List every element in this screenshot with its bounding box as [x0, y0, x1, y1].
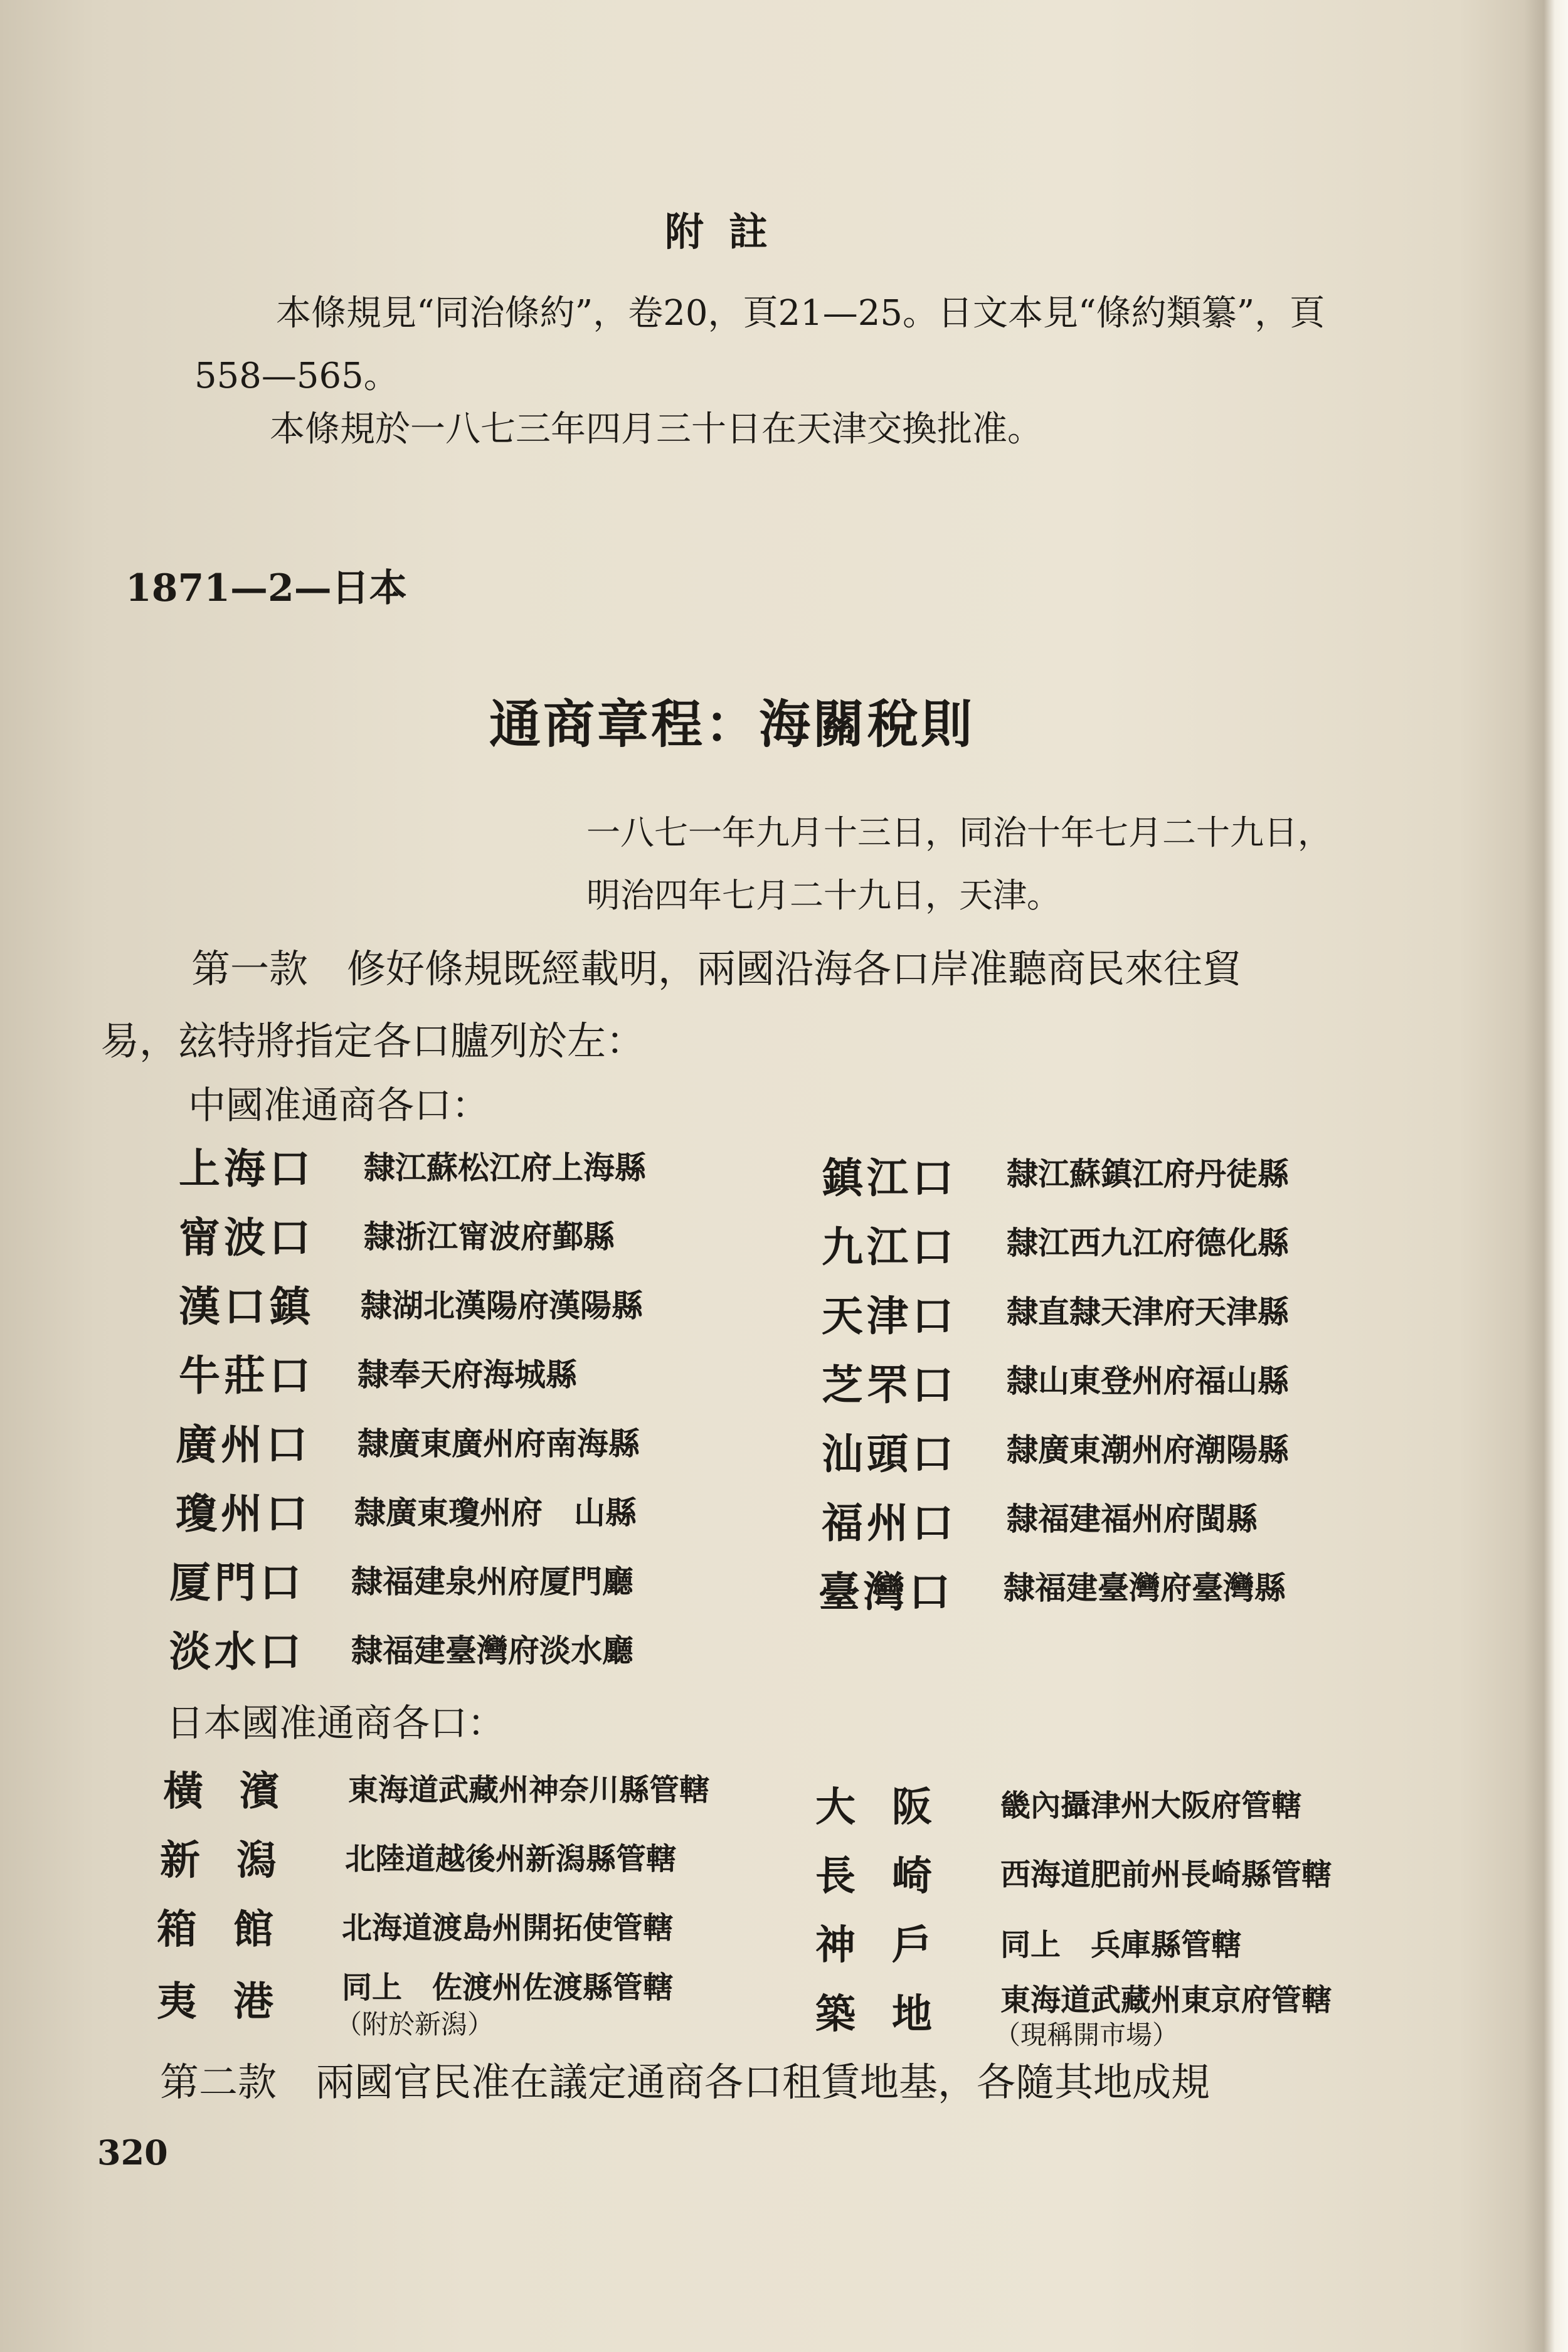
china-port-desc: 隸廣東廣州府南海縣	[358, 1425, 640, 1462]
japan-port-desc: 東海道武藏州神奈川縣管轄	[348, 1772, 710, 1808]
china-port-name: 鎮江口	[822, 1153, 957, 1202]
china-port-desc: 隸江蘇鎮江府丹徒縣	[1007, 1155, 1289, 1192]
page-number: 320	[97, 2132, 168, 2173]
note-heading: 附註	[665, 209, 793, 255]
article-1-line-2: 易，玆特將指定各口臚列於左：	[100, 1018, 645, 1064]
page-edge	[1524, 0, 1568, 2352]
japan-port-desc: 北海道渡島州開拓使管轄	[342, 1910, 674, 1946]
china-port-desc: 隸江蘇松江府上海縣	[364, 1149, 646, 1186]
china-port-name: 瓊州口	[176, 1489, 311, 1538]
note-line-1: 本條規見“同治條約”，卷20，頁21—25。日文本見“條約類纂”，頁	[276, 293, 1325, 334]
japan-port-name: 築地	[815, 1991, 968, 2038]
china-port-desc: 隸山東登州府福山縣	[1007, 1362, 1289, 1399]
china-port-name: 淡水口	[169, 1627, 305, 1676]
china-port-name: 芝罘口	[822, 1360, 957, 1409]
japan-port-name: 箱館	[157, 1906, 310, 1953]
japan-port-name: 大阪	[815, 1784, 968, 1831]
china-port-desc: 隸奉天府海城縣	[358, 1356, 577, 1393]
japan-port-desc: 東海道武藏州東京府管轄	[1000, 1983, 1332, 2018]
china-port-name: 甯波口	[179, 1213, 314, 1262]
china-ports-heading: 中國准通商各口：	[188, 1084, 489, 1128]
japan-port-desc: 畿內攝津州大阪府管轄	[1000, 1788, 1302, 1823]
japan-port-desc: 西海道肥前州長崎縣管轄	[1000, 1857, 1332, 1892]
china-port-name: 汕頭口	[822, 1429, 957, 1478]
china-port-name: 厦門口	[169, 1558, 305, 1607]
japan-port-desc: 北陸道越後州新潟縣管轄	[345, 1841, 677, 1877]
china-port-name: 臺灣口	[818, 1567, 954, 1616]
china-port-name: 九江口	[822, 1222, 957, 1271]
china-port-name: 福州口	[822, 1498, 957, 1547]
china-port-name: 廣州口	[176, 1420, 311, 1469]
article-1-line-1: 第一款 修好條規既經載明，兩國沿海各口岸准聽商民來往貿	[191, 946, 1242, 992]
japan-port-note: （現稱開市場）	[994, 2020, 1179, 2050]
japan-ports-heading: 日本國准通商各口：	[166, 1702, 505, 1745]
china-port-desc: 隸浙江甯波府鄞縣	[364, 1218, 615, 1255]
note-line-3: 本條規於一八七三年四月三十日在天津交換批准。	[270, 409, 1042, 450]
china-port-desc: 隸福建福州府閩縣	[1007, 1500, 1258, 1537]
japan-port-name: 神戶	[815, 1922, 968, 1969]
japan-port-name: 夷港	[157, 1978, 310, 2025]
china-port-desc: 隸福建臺灣府臺灣縣	[1004, 1569, 1286, 1606]
china-port-desc: 隸直隸天津府天津縣	[1007, 1293, 1289, 1330]
china-port-desc: 隸福建臺灣府淡水廳	[351, 1632, 633, 1669]
japan-port-name: 橫濱	[163, 1768, 316, 1815]
japan-port-desc: 同上 佐渡州佐渡縣管轄	[342, 1970, 674, 2005]
japan-port-desc: 同上 兵庫縣管轄	[1000, 1927, 1242, 1963]
document-reference: 1871—2—日本	[125, 566, 407, 610]
date-line-1: 一八七一年九月十三日，同治十年七月二十九日，	[586, 813, 1332, 852]
china-port-desc: 隸江西九江府德化縣	[1007, 1224, 1289, 1261]
japan-port-note: （附於新潟）	[336, 2009, 494, 2040]
date-line-2: 明治四年七月二十九日，天津。	[586, 876, 1061, 915]
china-port-name: 天津口	[822, 1291, 957, 1340]
china-port-desc: 隸廣東瓊州府 山縣	[354, 1494, 637, 1531]
article-2-line: 第二款 兩國官民准在議定通商各口租賃地基，各隨其地成規	[160, 2059, 1210, 2105]
china-port-name: 牛莊口	[179, 1351, 314, 1400]
japan-port-name: 新潟	[160, 1837, 313, 1884]
china-port-desc: 隸福建泉州府厦門廳	[351, 1563, 633, 1600]
china-port-desc: 隸湖北漢陽府漢陽縣	[361, 1287, 643, 1324]
note-line-2: 558—565。	[194, 356, 399, 396]
china-port-name: 上海口	[179, 1144, 314, 1193]
china-port-desc: 隸廣東潮州府潮陽縣	[1007, 1431, 1289, 1468]
document-title: 通商章程：海關稅則	[489, 694, 975, 755]
china-port-name: 漢口鎮	[179, 1282, 314, 1331]
japan-port-name: 長崎	[815, 1853, 968, 1900]
